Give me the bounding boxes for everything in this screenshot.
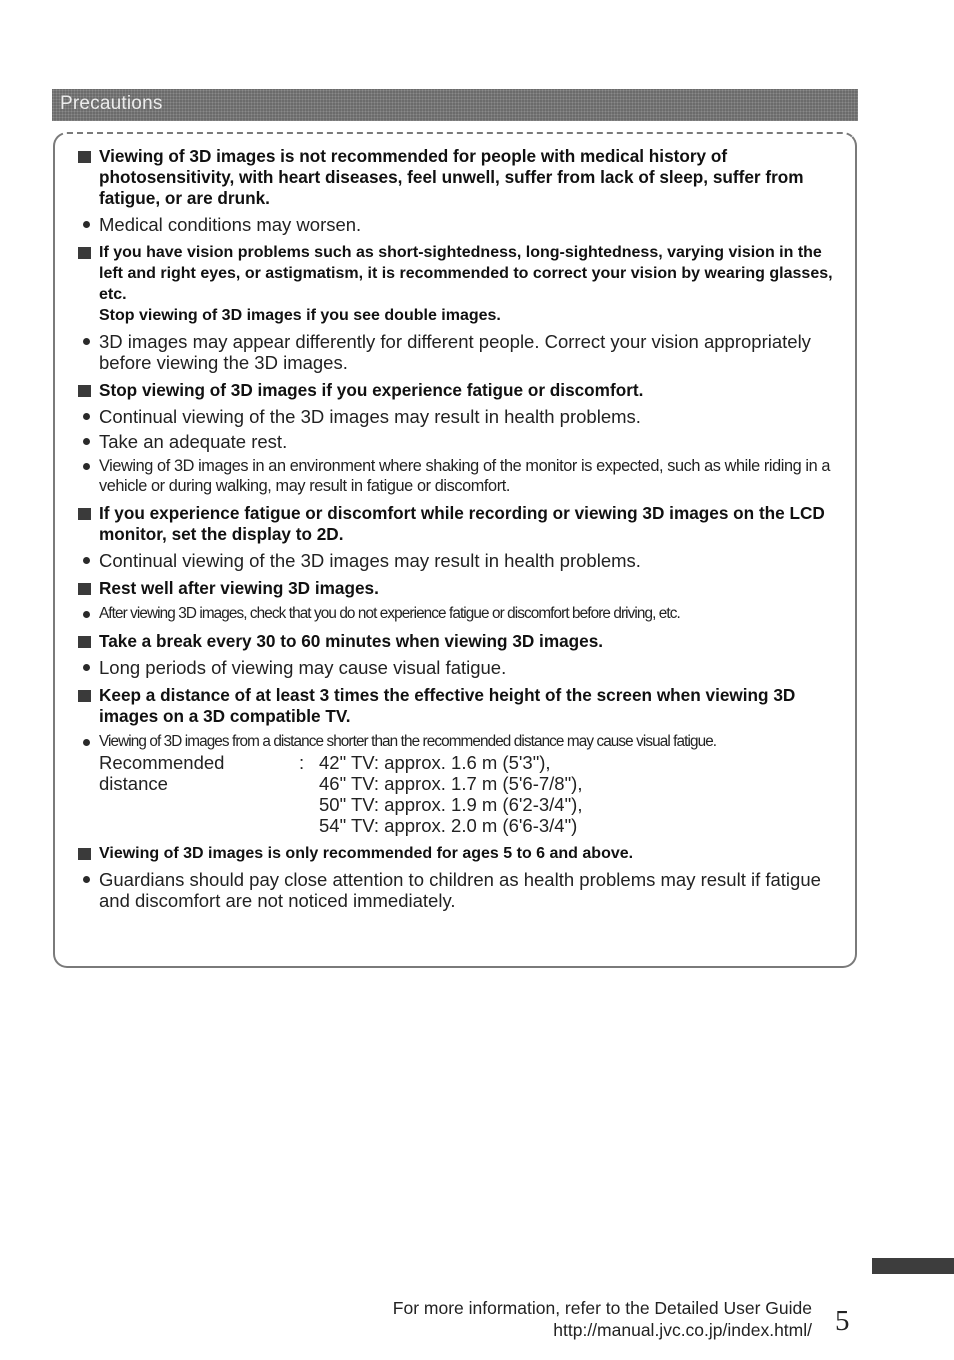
square-bullet-icon bbox=[78, 583, 91, 595]
precaution-heading-text: Rest well after viewing 3D images. bbox=[99, 578, 379, 598]
precaution-item bbox=[78, 380, 848, 496]
section-title: Precautions bbox=[60, 93, 163, 114]
colon-separator: : bbox=[299, 752, 305, 773]
section-header-bar bbox=[52, 89, 858, 121]
label-line: distance bbox=[99, 773, 168, 794]
square-bullet-icon bbox=[78, 848, 91, 860]
distance-value: 46" TV: approx. 1.7 m (5'6-7/8"), bbox=[319, 773, 583, 794]
page-number: 5 bbox=[835, 1305, 850, 1337]
precaution-heading-text: Stop viewing of 3D images if you experience fatigue or discomfort. bbox=[99, 380, 644, 400]
precaution-item bbox=[78, 631, 848, 678]
bullet-text: After viewing 3D images, check that you do not experience fatigue or discomfort before driving, etc. bbox=[99, 605, 680, 622]
round-bullet-icon bbox=[83, 664, 90, 671]
precaution-bullet bbox=[78, 732, 848, 752]
precaution-item bbox=[78, 242, 848, 373]
footer-info-text: For more information, refer to the Detailed User Guide bbox=[392, 1298, 812, 1318]
precaution-heading bbox=[78, 685, 848, 727]
bullet-text: Take an adequate rest. bbox=[99, 431, 288, 452]
precaution-heading bbox=[78, 843, 848, 864]
precaution-heading-text: Viewing of 3D images is not recommended for people with medical history of photosensitivity, with heart diseases, feel unwell, suffer from lack of sleep, suffer from fatigue, or are drunk. bbox=[99, 146, 804, 208]
round-bullet-icon bbox=[83, 611, 90, 618]
square-bullet-icon bbox=[78, 508, 91, 520]
recommended-distance-table bbox=[78, 752, 848, 836]
round-bullet-icon bbox=[83, 463, 90, 470]
distance-value: 50" TV: approx. 1.9 m (6'2-3/4"), bbox=[319, 794, 583, 815]
bullet-text: Viewing of 3D images in an environment where shaking of the monitor is expected, such as while riding in a vehicle or during walking, may result in fatigue or discomfort. bbox=[99, 457, 831, 495]
precaution-bullet bbox=[78, 869, 848, 911]
square-bullet-icon bbox=[78, 636, 91, 648]
square-bullet-icon bbox=[78, 151, 91, 163]
square-bullet-icon bbox=[78, 690, 91, 702]
precaution-bullet bbox=[78, 604, 848, 624]
bullet-text: 3D images may appear differently for different people. Correct your vision appropriately before viewing the 3D images. bbox=[99, 331, 811, 373]
footer bbox=[393, 1297, 812, 1341]
precaution-heading bbox=[78, 578, 848, 599]
round-bullet-icon bbox=[83, 876, 90, 883]
precaution-item bbox=[78, 146, 848, 235]
precaution-bullet bbox=[78, 456, 848, 496]
precaution-item bbox=[78, 843, 848, 911]
precaution-item bbox=[78, 503, 848, 571]
precaution-bullet bbox=[78, 431, 848, 452]
bullet-text: Guardians should pay close attention to children as health problems may result if fatigue and discomfort are not noticed immediately. bbox=[99, 869, 821, 911]
page-edge-tab-marker bbox=[872, 1258, 954, 1274]
round-bullet-icon bbox=[83, 221, 90, 228]
precaution-heading-text: Viewing of 3D images is only recommended for ages 5 to 6 and above. bbox=[99, 845, 634, 862]
bullet-text: Long periods of viewing may cause visual fatigue. bbox=[99, 657, 507, 678]
precaution-bullet bbox=[78, 657, 848, 678]
precaution-heading-text: Take a break every 30 to 60 minutes when viewing 3D images. bbox=[99, 631, 604, 651]
precaution-heading bbox=[78, 631, 848, 652]
recommended-distance-label bbox=[99, 752, 299, 794]
precaution-heading-text: If you have vision problems such as short-sightedness, long-sightedness, varying vision in the left and right eyes, or astigmatism, it is recommended to correct your vision by wearing glasses, etc. bbox=[99, 244, 833, 303]
distance-value: 42" TV: approx. 1.6 m (5'3"), bbox=[319, 752, 551, 773]
precaution-heading-text: If you experience fatigue or discomfort while recording or viewing 3D images on the LCD monitor, set the display to 2D. bbox=[99, 503, 825, 544]
label-line: Recommended bbox=[99, 752, 225, 773]
round-bullet-icon bbox=[83, 338, 90, 345]
precaution-bullet bbox=[78, 331, 848, 373]
square-bullet-icon bbox=[78, 385, 91, 397]
bullet-text: Continual viewing of the 3D images may result in health problems. bbox=[99, 550, 641, 571]
footer-url: http://manual.jvc.co.jp/index.html/ bbox=[553, 1320, 812, 1340]
round-bullet-icon bbox=[83, 557, 90, 564]
round-bullet-icon bbox=[83, 438, 90, 445]
precaution-heading bbox=[78, 503, 848, 545]
square-bullet-icon bbox=[78, 247, 91, 259]
precaution-heading-text: Keep a distance of at least 3 times the effective height of the screen when viewing 3D images on a 3D compatible TV. bbox=[99, 685, 796, 726]
distance-value: 54" TV: approx. 2.0 m (6'6-3/4") bbox=[319, 815, 578, 836]
precaution-bullet bbox=[78, 214, 848, 235]
precaution-heading-extra: Stop viewing of 3D images if you see double images. bbox=[99, 307, 501, 324]
precaution-heading bbox=[78, 146, 848, 209]
precaution-heading bbox=[78, 380, 848, 401]
precaution-heading bbox=[78, 242, 848, 326]
precaution-bullet bbox=[78, 550, 848, 571]
bullet-text: Continual viewing of the 3D images may result in health problems. bbox=[99, 406, 641, 427]
precaution-bullet bbox=[78, 406, 848, 427]
bullet-text: Medical conditions may worsen. bbox=[99, 214, 362, 235]
round-bullet-icon bbox=[83, 739, 90, 746]
precaution-item bbox=[78, 685, 848, 836]
precaution-item bbox=[78, 578, 848, 624]
precautions-content bbox=[78, 146, 848, 911]
recommended-distance-values bbox=[319, 752, 582, 836]
round-bullet-icon bbox=[83, 413, 90, 420]
bullet-text: Viewing of 3D images from a distance shorter than the recommended distance may cause visual fatigue. bbox=[99, 733, 717, 750]
